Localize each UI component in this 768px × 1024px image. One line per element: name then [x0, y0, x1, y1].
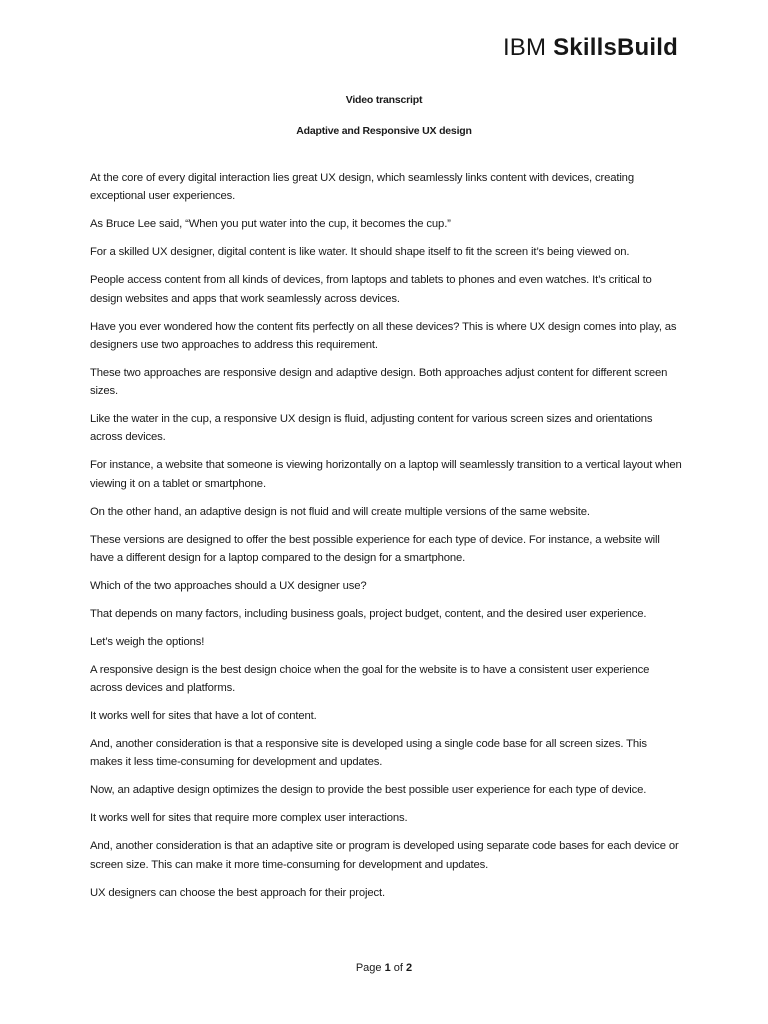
paragraph: These two approaches are responsive design and adaptive design. Both approaches adjust content for different screen sizes. — [90, 366, 668, 398]
paragraph: And, another consideration is that a responsive site is developed using a single code base for all screen sizes. This makes it less time-consuming for development and updates. — [90, 738, 647, 769]
paragraph: On the other hand, an adaptive design is not fluid and will create multiple versions of the same website. — [90, 505, 590, 518]
paragraph: It works well for sites that require more complex user interactions. — [90, 812, 408, 825]
logo-ibm-text: IBM — [502, 34, 547, 61]
paragraph: Which of the two approaches should a UX designer use? — [90, 579, 367, 592]
paragraph: UX designers can choose the best approach for their project. — [90, 886, 385, 899]
paragraph: A responsive design is the best design choice when the goal for the website is to have a consistent user experience across devices and platforms. — [90, 663, 650, 695]
transcript-body — [90, 169, 682, 912]
document-title: Adaptive and Responsive UX design — [296, 125, 472, 137]
paragraph: For a skilled UX designer, digital content is like water. It should shape itself to fit the screen it’s being viewed on. — [90, 246, 630, 259]
of-word: of — [393, 962, 403, 974]
paragraph: It works well for sites that have a lot of content. — [90, 710, 317, 723]
paragraph: For instance, a website that someone is viewing horizontally on a laptop will seamlessly transition to a vertical layout when viewing it on a tablet or smartphone. — [90, 459, 682, 490]
paragraph: Have you ever wondered how the content fits perfectly on all these devices? This is where UX design comes into play, as designers use two approaches to address this requirement. — [90, 320, 677, 351]
paragraph: People access content from all kinds of devices, from laptops and tablets to phones and even watches. It’s critical to design websites and apps that work seamlessly across devices. — [90, 274, 652, 305]
page-word: Page — [355, 962, 382, 974]
paragraph: That depends on many factors, including business goals, project budget, content, and the desired user experience. — [90, 607, 647, 620]
logo-skillsbuild-text: SkillsBuild — [553, 34, 678, 61]
paragraph: These versions are designed to offer the best possible experience for each type of device. For instance, a website will have a different design for a laptop compared to the design for a smartphone. — [90, 533, 660, 564]
paragraph: Like the water in the cup, a responsive UX design is fluid, adjusting content for various screen sizes and orientations across devices. — [90, 413, 653, 444]
current-page: 1 — [384, 962, 391, 974]
ibm-skillsbuild-logo — [503, 34, 678, 62]
page-number — [0, 962, 768, 974]
paragraph: Let’s weigh the options! — [90, 635, 205, 648]
total-pages: 2 — [406, 962, 413, 974]
paragraph: At the core of every digital interaction lies great UX design, which seamlessly links content with devices, creating exceptional user experiences. — [90, 172, 634, 203]
paragraph: And, another consideration is that an adaptive site or program is developed using separate code bases for each device or screen size. This can make it more time-consuming for development and updates. — [90, 840, 679, 871]
document-heading: Video transcript — [345, 94, 423, 106]
paragraph: As Bruce Lee said, “When you put water into the cup, it becomes the cup.” — [90, 218, 451, 231]
paragraph: Now, an adaptive design optimizes the design to provide the best possible user experience for each type of device. — [90, 784, 647, 797]
